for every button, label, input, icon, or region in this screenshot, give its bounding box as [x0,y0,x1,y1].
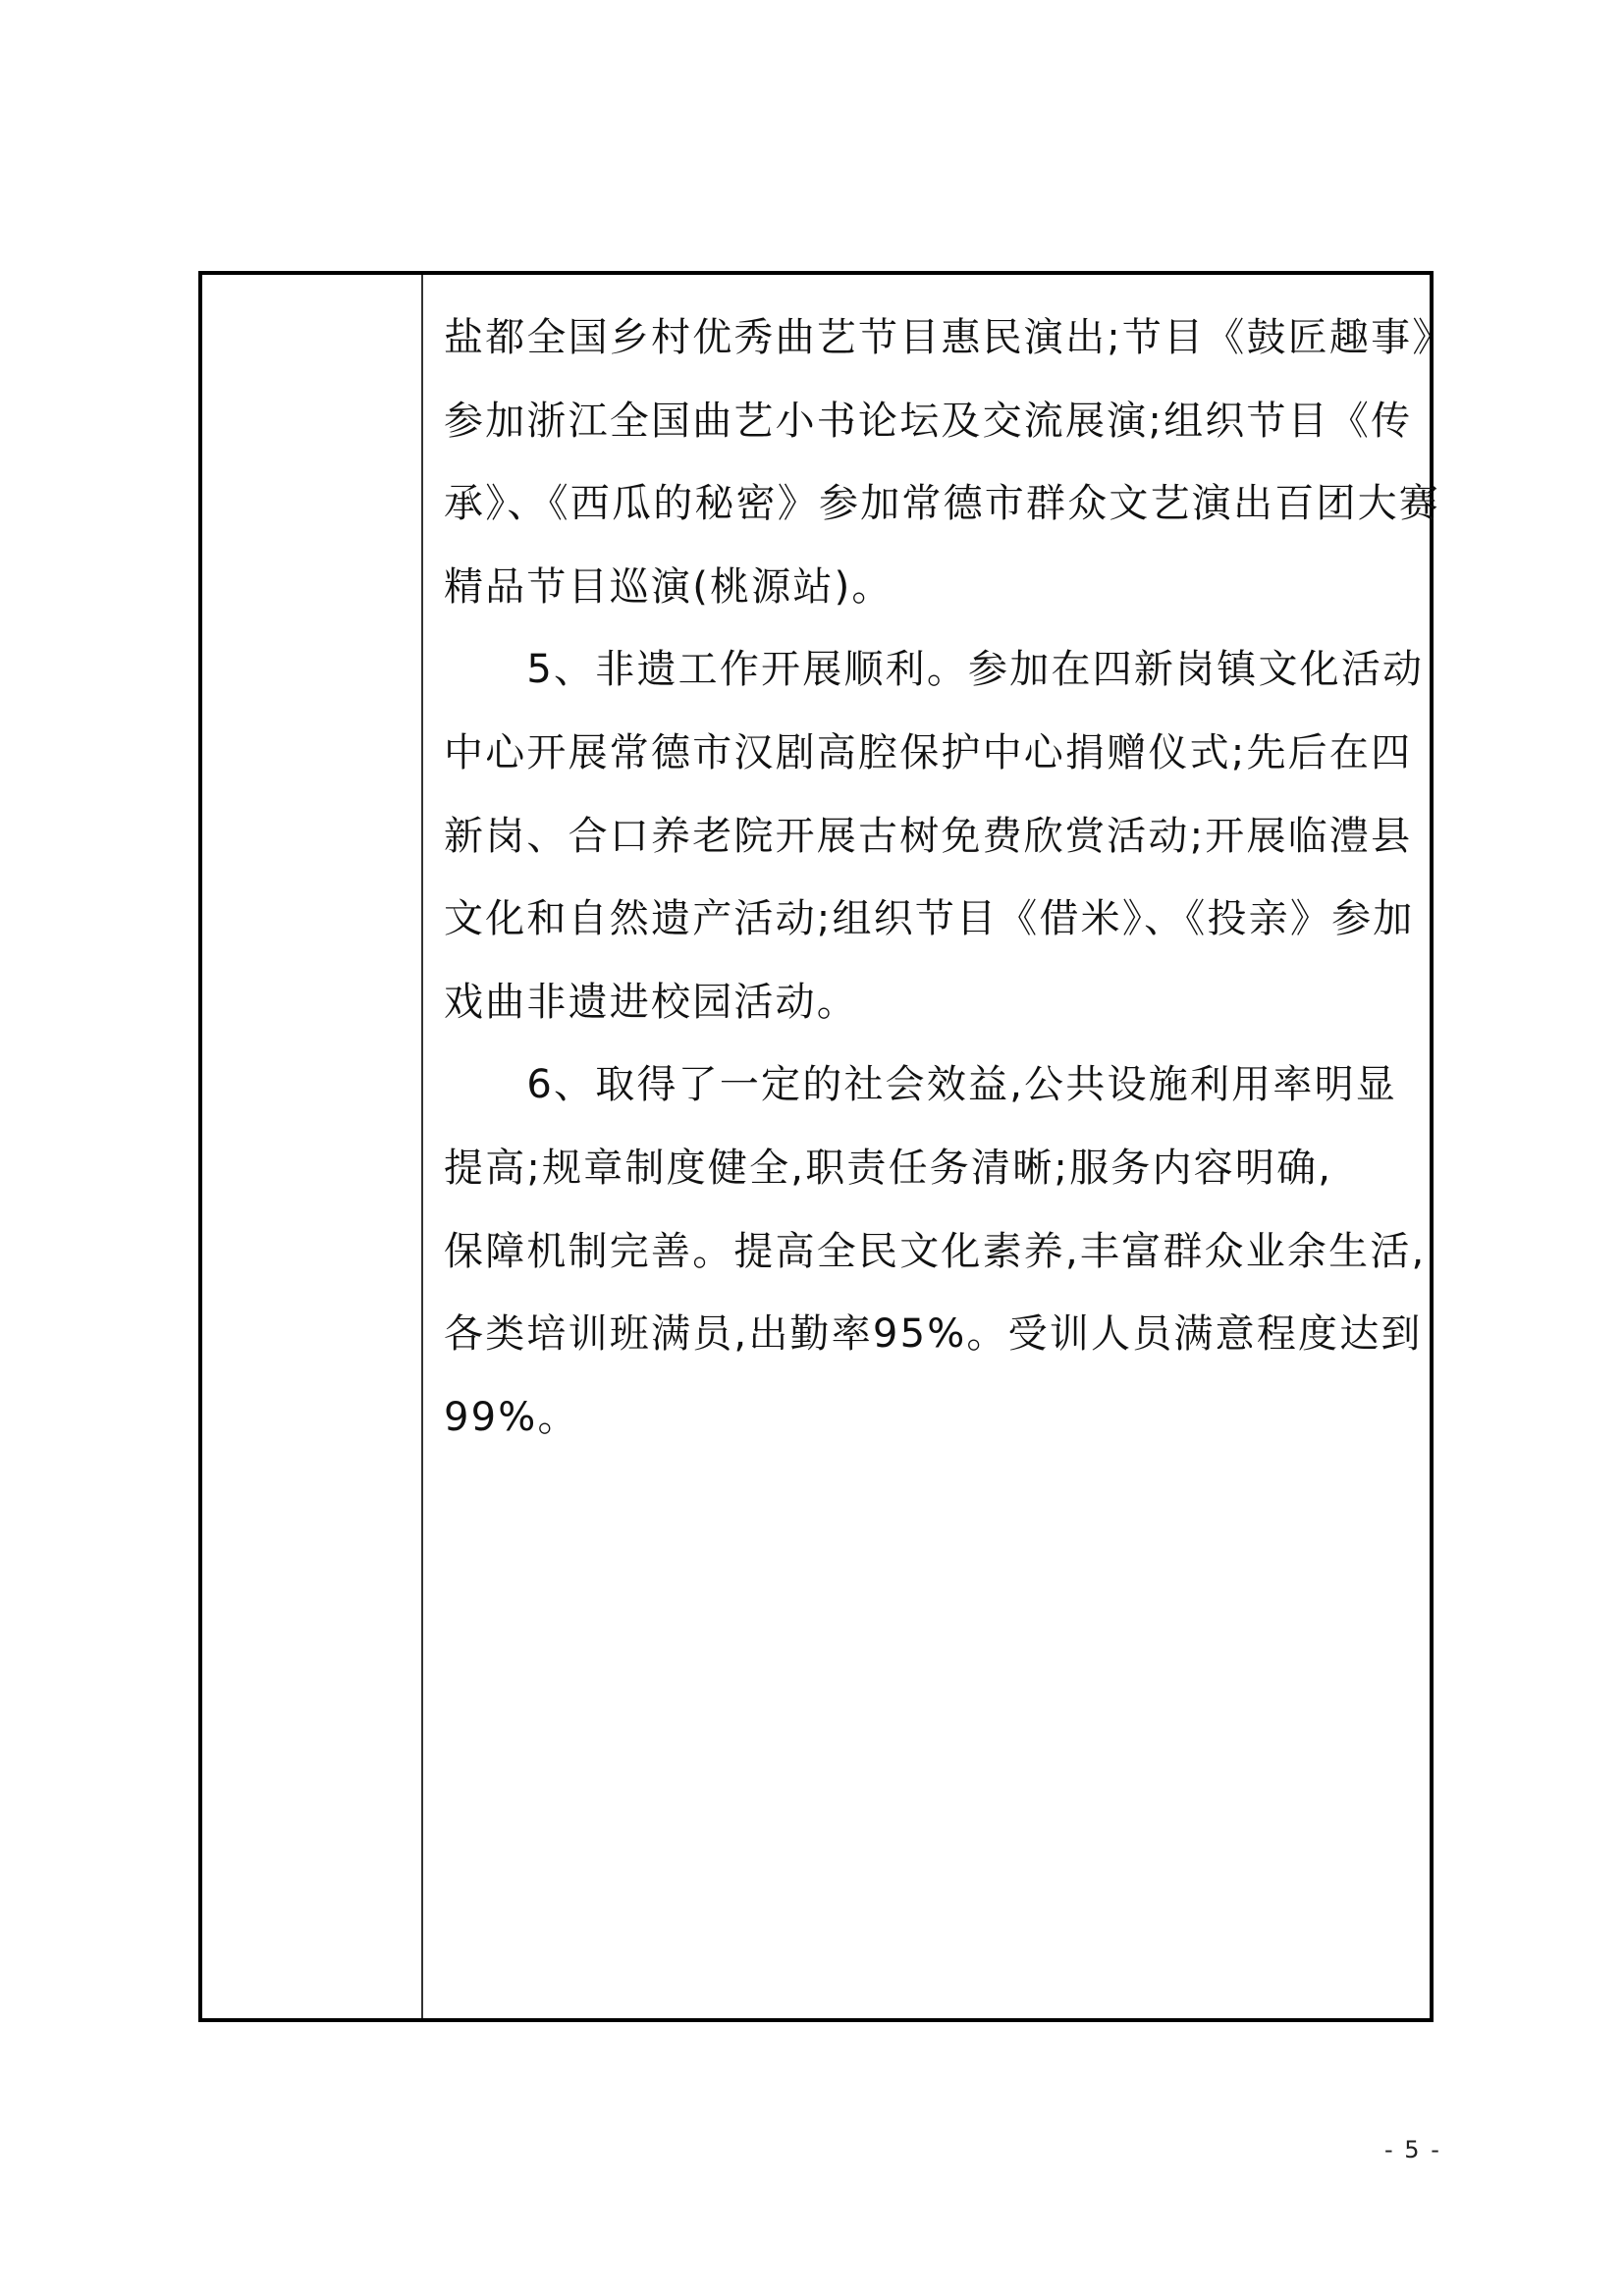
text-line: 戏曲非遗进校园活动。 [444,979,858,1025]
text-line: 各类培训班满员,出勤率95%。受训人员满意程度达到 [444,1311,1423,1358]
text-line: 保障机制完善。提高全民文化素养,丰富群众业余生活, [444,1228,1427,1274]
page-number: - 5 - [1384,2136,1441,2163]
text-line: 99%。 [444,1394,579,1440]
text-line: 提高;规章制度健全,职责任务清晰;服务内容明确, [444,1145,1333,1191]
column-divider [421,275,423,2018]
text-line: 5、非遗工作开展顺利。参加在四新岗镇文化活动 [444,647,1425,693]
content-cell [444,296,1454,1459]
text-line: 6、取得了一定的社会效益,公共设施利用率明显 [444,1062,1397,1108]
report-table [198,271,1454,2022]
text-line: 承》、《西瓜的秘密》参加常德市群众文艺演出百团大赛 [444,481,1440,527]
text-line: 参加浙江全国曲艺小书论坛及交流展演;组织节目《传 [444,398,1413,444]
text-line: 精品节目巡演(桃源站)。 [444,563,893,610]
text-line: 文化和自然遗产活动;组织节目《借米》、《投亲》参加 [444,896,1415,942]
text-line: 盐都全国乡村优秀曲艺节目惠民演出;节目《鼓匠趣事》 [444,315,1454,360]
text-line: 中心开展常德市汉剧高腔保护中心捐赠仪式;先后在四 [444,729,1413,775]
text-line: 新岗、合口养老院开展古树免费欣赏活动;开展临澧县 [444,813,1413,859]
